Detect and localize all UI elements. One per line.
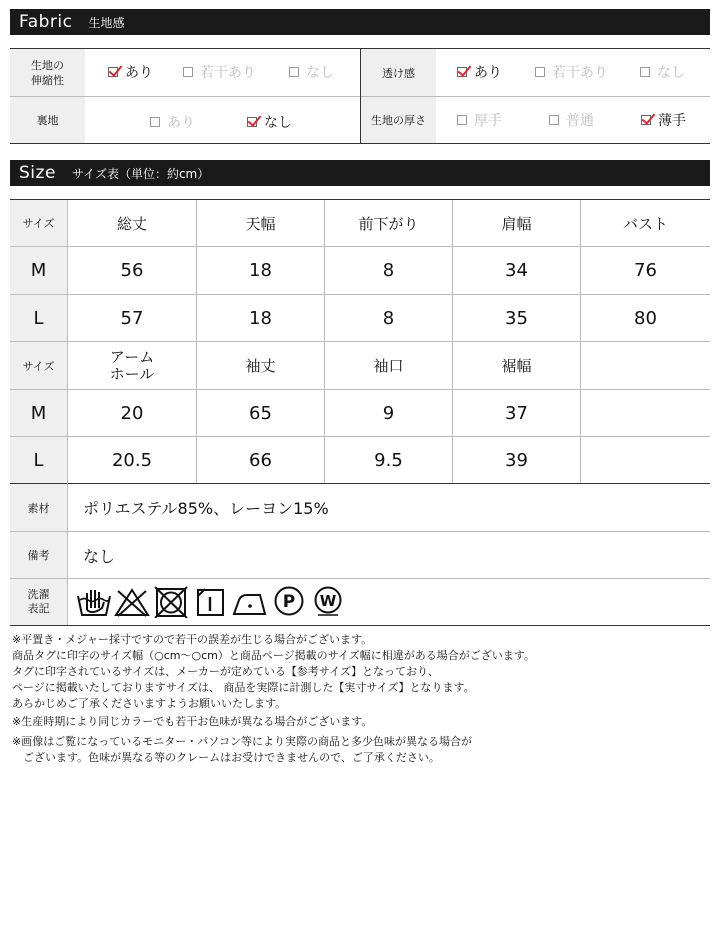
size-m-label: M [30,260,47,281]
hand-wash-icon [76,586,112,618]
care-icons [76,584,356,620]
dry-clean-p-icon [273,585,305,617]
size-title-en: Size [19,163,56,183]
size-title-ja: サイズ表（単位：約cm） [71,166,210,181]
sheer-option-yes[interactable]: あり [457,62,502,82]
size-l-label: L [33,449,44,471]
table-cell: 56 [120,260,144,281]
table-cell: 39 [505,449,528,471]
thickness-option-thin[interactable]: 薄手 [641,110,686,130]
svg-text:P: P [282,592,296,612]
note-line: あらかじめご了承くださいますようお願いいたします。 [12,697,287,710]
header-empty [581,342,710,389]
checkbox-empty-icon [289,67,299,77]
thickness-option-thick[interactable]: 厚手 [457,110,502,130]
table-cell: 8 [382,307,395,329]
checkbox-empty-icon [549,115,559,125]
sheer-option-no[interactable]: なし [640,62,685,82]
checkbox-empty-icon [640,67,650,77]
table-cell: 34 [505,260,528,281]
size-row-label: サイズ [22,217,55,230]
note-line: 商品タグに印字のサイズ幅（○cm〜○cm）と商品ページ掲載のサイズ幅に相違がある場合がございます。 [12,649,535,662]
remarks-label: 備考 [27,549,50,562]
fabric-title-ja: 生地感 [88,15,125,30]
table-cell: 20 [120,402,144,424]
remarks-value: なし [83,546,116,566]
size-m-label: M [30,402,47,424]
thickness-option-normal[interactable]: 普通 [549,110,594,130]
no-bleach-icon [114,586,150,618]
notes [12,632,712,766]
line-dry-shade-icon [195,586,227,618]
lining-option-yes[interactable]: あり [150,112,195,132]
table-cell: 76 [634,260,657,281]
table-cell: 37 [505,402,528,424]
checkbox-empty-icon [535,67,545,77]
table-cell: 57 [120,307,144,329]
table-cell: 20.5 [111,449,153,471]
stretch-option-yes[interactable]: あり [108,62,153,82]
material-value: ポリエステル85%、レーヨン15% [83,499,329,518]
header-total-length: 総丈 [116,214,147,233]
table-cell [581,390,710,436]
no-tumble-dry-icon [154,586,188,618]
table-cell: 8 [382,260,395,281]
checkbox-checked-icon [108,67,118,77]
note-line: ※画像はご覧になっているモニター・パソコン等により実際の商品と多少色味が異なる場合が [12,735,472,748]
header-shoulder-width: 肩幅 [501,214,532,233]
table-cell [581,437,710,483]
fabric-header [10,9,710,35]
table-cell: 80 [634,307,657,329]
care-label: 洗濯 表記 [27,588,50,615]
note-line: ※平置き・メジャー採寸ですので若干の誤差が生じる場合がございます。 [12,633,373,646]
stretch-label: 生地の 伸縮性 [10,49,85,96]
table-cell: 9 [382,402,395,424]
lining-option-no[interactable]: なし [247,112,292,132]
sheer-option-slight[interactable]: 若干あり [535,62,608,82]
checkbox-empty-icon [150,117,160,127]
checkbox-empty-icon [457,115,467,125]
sheer-label: 透け感 [361,49,436,96]
note-line: ページに掲載いたしておりますサイズは、 商品を実際に計測した【実寸サイズ】となります。 [12,681,475,694]
table-cell: 66 [249,449,272,471]
size-row-label: サイズ [22,359,55,373]
checkbox-checked-icon [457,67,467,77]
wet-clean-w-icon [312,585,344,617]
header-hem-width: 裾幅 [501,357,532,375]
note-line: ※生産時期により同じカラーでも若干お色味が異なる場合がございます。 [12,715,373,728]
checkbox-empty-icon [183,67,193,77]
material-label: 素材 [27,501,50,515]
svg-text:W: W [319,592,337,610]
table-cell: 9.5 [374,449,403,471]
stretch-option-slight[interactable]: 若干あり [183,62,256,82]
note-line: ございます。色味が異なる等のクレームはお受けできませんので、ご了承ください。 [12,751,440,764]
size-header [10,160,710,186]
header-neck-width: 天幅 [245,214,276,233]
header-front-drop: 前下がり [358,214,419,233]
header-sleeve-length: 袖丈 [245,357,276,375]
table-cell: 65 [249,402,272,424]
thickness-label: 生地の厚さ [361,97,436,143]
checkbox-checked-icon [247,117,257,127]
header-cuff: 袖口 [373,357,404,375]
size-l-label: L [33,307,44,329]
checkbox-checked-icon [641,115,651,125]
header-armhole: アーム ホール [109,347,155,383]
lining-label: 裏地 [10,97,85,143]
fabric-title-en: Fabric [19,12,73,32]
note-line: タグに印字されているサイズは、メーカーが定めている【参考サイズ】となっており、 [12,665,440,678]
header-bust: バスト [622,214,668,233]
table-cell: 18 [249,307,272,329]
table-cell: 18 [249,260,272,281]
low-iron-icon [231,586,269,618]
stretch-option-no[interactable]: なし [289,62,334,82]
table-cell: 35 [505,307,528,329]
